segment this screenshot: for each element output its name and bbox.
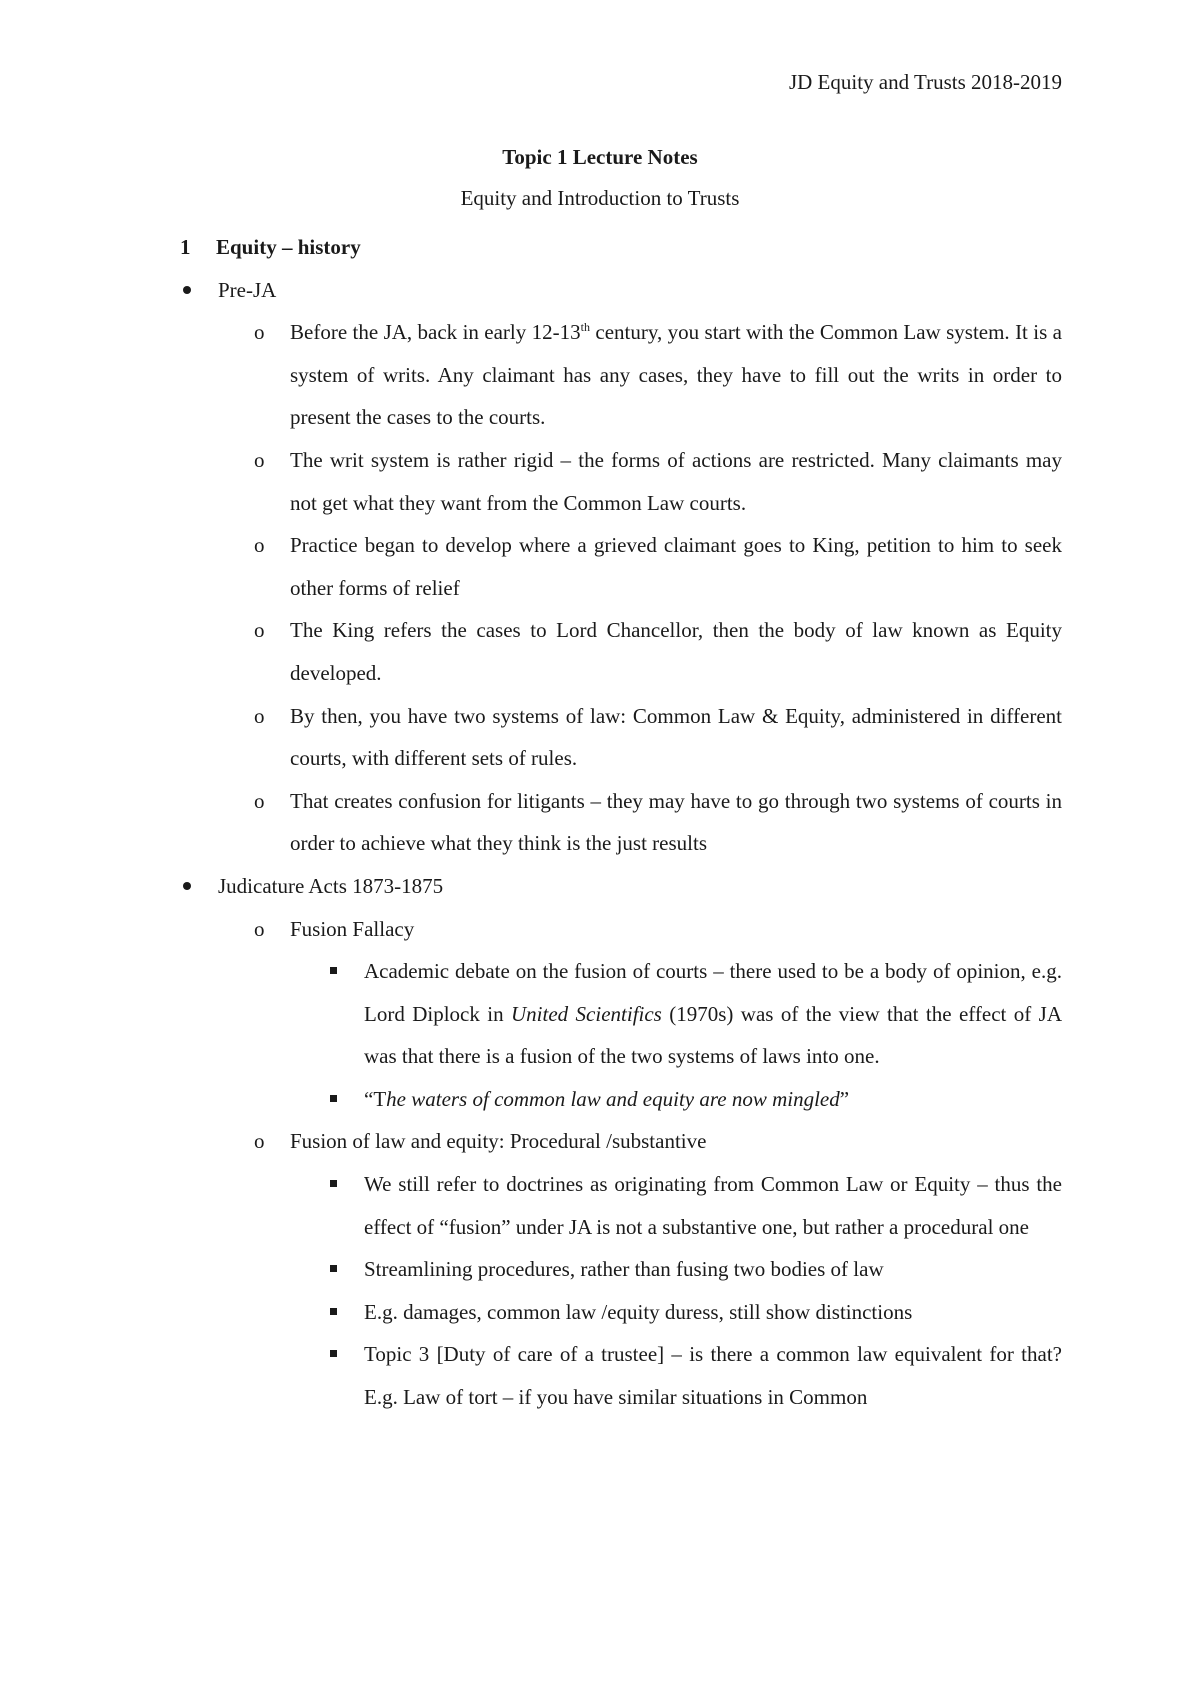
square-bullet-icon <box>328 1163 364 1248</box>
notes-content <box>180 226 1062 1419</box>
page-title: Topic 1 Lecture Notes <box>502 145 698 169</box>
section-heading <box>180 226 1062 269</box>
circle-bullet-icon: o <box>254 703 265 728</box>
section-title: Equity – history <box>216 235 361 259</box>
square-bullet-icon <box>328 1078 364 1121</box>
list-item: o The King refers the cases to Lord Chancellor, then the body of law known as Equity developed. <box>180 609 1062 694</box>
circle-bullet-icon: o <box>254 533 265 558</box>
circle-bullet-icon: o <box>254 447 265 472</box>
page-header: JD Equity and Trusts 2018-2019 <box>788 70 1062 94</box>
circle-bullet-icon: o <box>254 788 265 813</box>
list-item: o That creates confusion for litigants – they may have to go through two systems of courts in order to achieve what they think is the just results <box>180 780 1062 865</box>
list-item: Academic debate on the fusion of courts – there used to be a body of opinion, e.g. Lord Diplock in United Scientifics (1970s) was of the view that the effect of JA was that there is a fusion of the two systems of laws into one. <box>180 950 1062 1078</box>
list-item-quote: “The waters of common law and equity are now mingled” <box>180 1078 1062 1121</box>
list-item: o By then, you have two systems of law: Common Law & Equity, administered in different courts, with different sets of rules. <box>180 695 1062 780</box>
list-item: Topic 3 [Duty of care of a trustee] – is there a common law equivalent for that? E.g. Law of tort – if you have similar situations in Common <box>180 1333 1062 1418</box>
section-number: 1 <box>180 235 191 259</box>
list-item: We still refer to doctrines as originating from Common Law or Equity – thus the effect of “fusion” under JA is not a substantive one, but rather a procedural one <box>180 1163 1062 1248</box>
circle-bullet-icon: o <box>254 618 265 643</box>
list-item-fusion-law: o Fusion of law and equity: Procedural /substantive <box>180 1120 1062 1163</box>
page-subtitle: Equity and Introduction to Trusts <box>460 186 740 210</box>
bullet-pre-ja: Pre-JA <box>180 269 1062 312</box>
circle-bullet-icon: o <box>254 916 265 941</box>
bullet-dot-icon <box>180 269 218 312</box>
list-item: o Practice began to develop where a grieved claimant goes to King, petition to him to seek other forms of relief <box>180 524 1062 609</box>
square-bullet-icon <box>328 950 364 1078</box>
circle-bullet-icon: o <box>254 1129 265 1154</box>
list-item-fusion-fallacy: o Fusion Fallacy <box>180 908 1062 951</box>
square-bullet-icon <box>328 1291 364 1334</box>
list-item: E.g. damages, common law /equity duress, still show distinctions <box>180 1291 1062 1334</box>
case-name: United Scientifics <box>511 1001 662 1026</box>
square-bullet-icon <box>328 1333 364 1418</box>
circle-bullet-icon: o <box>254 320 265 345</box>
list-item: Streamlining procedures, rather than fusing two bodies of law <box>180 1248 1062 1291</box>
list-item: o Before the JA, back in early 12-13th century, you start with the Common Law system. It is a system of writs. Any claimant has any cases, they have to fill out the writs in order to present the cases to the courts. <box>180 311 1062 439</box>
bullet-judicature-acts: Judicature Acts 1873-1875 <box>180 865 1062 908</box>
bullet-dot-icon <box>180 865 218 908</box>
list-item: o The writ system is rather rigid – the forms of actions are restricted. Many claimants may not get what they want from the Common Law courts. <box>180 439 1062 524</box>
square-bullet-icon <box>328 1248 364 1291</box>
